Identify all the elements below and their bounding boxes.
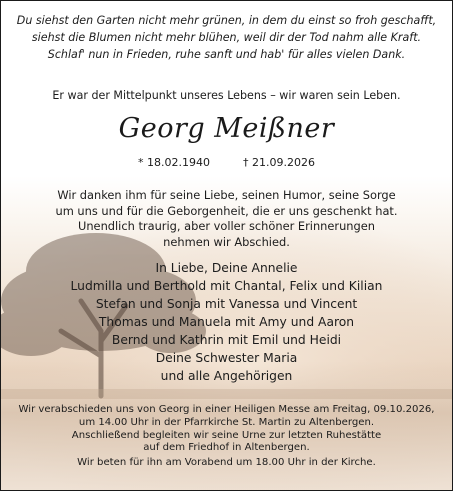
deceased-name: Georg Meißner <box>118 113 335 144</box>
service-line: um 14.00 Uhr in der Pfarrkirche St. Martin zu Altenbergen. <box>78 416 375 428</box>
poem-line: Du siehst den Garten nicht mehr grünen, in dem du einst so froh geschafft, <box>16 14 437 27</box>
family-line: Bernd und Kathrin mit Emil und Heidi <box>111 333 342 347</box>
family-line: Stefan und Sonja mit Vanessa und Vincent <box>95 297 358 311</box>
thanks-line: nehmen wir Abschied. <box>163 234 290 249</box>
thanks-line: Wir danken ihm für seine Liebe, seinen Humor, seine Sorge <box>57 188 396 202</box>
service-line: Anschließend begleiten wir seine Urne zur letzten Ruhestätte <box>71 429 382 441</box>
thanks-line: Unendlich traurig, aber voller schöner Erinnerungen <box>78 219 375 233</box>
service-line: Wir beten für ihn am Vorabend um 18.00 Uhr in der Kirche. <box>77 457 376 468</box>
intro-line: Er war der Mittelpunkt unseres Lebens – wir waren sein Leben. <box>52 89 401 102</box>
service-line: auf dem Friedhof in Altenbergen. <box>143 442 310 454</box>
family-line: Deine Schwester Maria <box>155 351 298 365</box>
family-line: Thomas und Manuela mit Amy und Aaron <box>98 315 355 329</box>
life-dates <box>1 156 452 169</box>
death-date: † 21.09.2026 <box>243 156 315 169</box>
family-line: Ludmilla und Berthold mit Chantal, Felix und Kilian <box>70 279 383 293</box>
service-line: Wir verabschieden uns von Georg in einer Heiligen Messe am Freitag, 09.10.2026, <box>18 404 435 415</box>
birth-date: * 18.02.1940 <box>138 156 210 169</box>
poem-line: Schlaf' nun in Frieden, ruhe sanft und hab' für alles vielen Dank. <box>47 48 406 61</box>
family-line: In Liebe, Deine Annelie <box>155 261 298 275</box>
family-line: und alle Angehörigen <box>160 369 293 383</box>
poem-line: siehst die Blumen nicht mehr blühen, weil dir der Tod nahm alle Kraft. <box>31 31 422 44</box>
thanks-line: um uns und für die Geborgenheit, die er uns geschenkt hat. <box>55 203 398 218</box>
